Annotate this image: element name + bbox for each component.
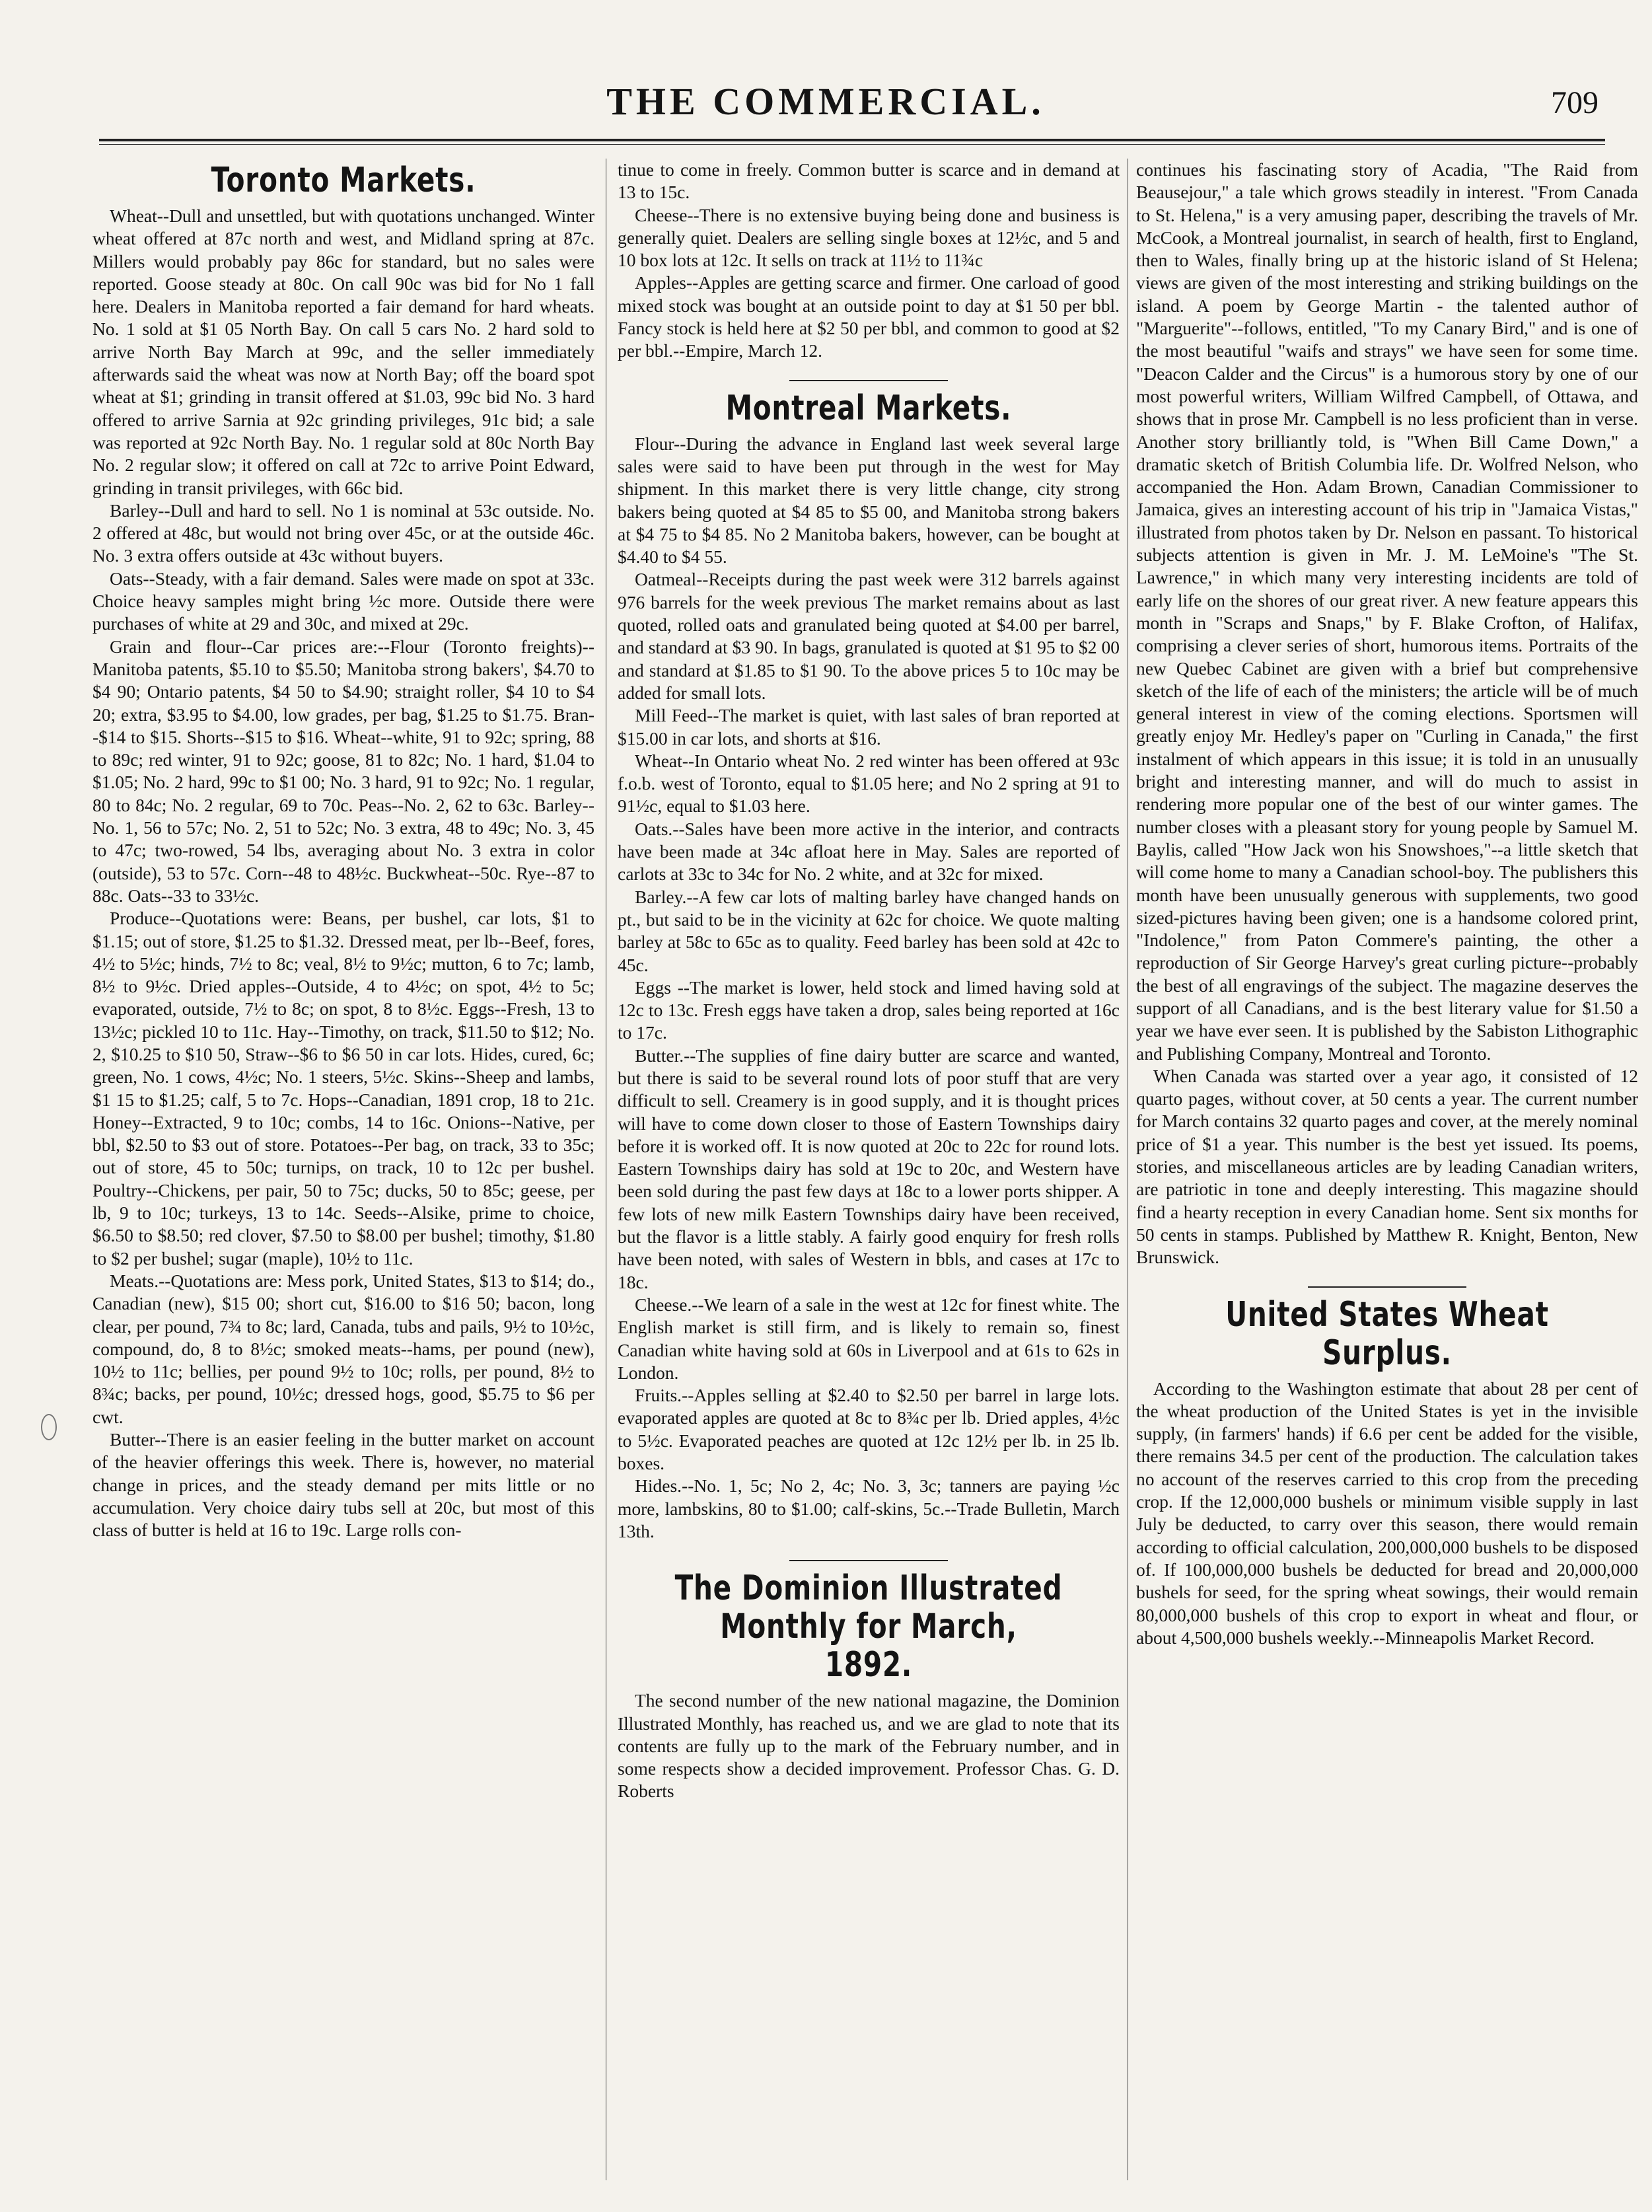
article-paragraph: Cheese.--We learn of a sale in the west at 12c for finest white. The English market is still firm, and is likely to remain so, finest Canadian white having sold at 60s in Liverpool and at 61s to 62s in London. [618, 1294, 1120, 1383]
page-number: 709 [1551, 85, 1598, 120]
column-2 [618, 159, 1120, 2180]
article-paragraph: Cheese--There is no extensive buying being done and business is generally quiet. Dealers are selling single boxes at 12½c, and 5 and 10 box lots at 12c. It sells on track at 11½ to 11¾c [618, 204, 1120, 271]
article-paragraph: Oatmeal--Receipts during the past week were 312 barrels against 976 barrels for the week previous The market remains about as last quoted, rolled oats and granulated being quoted at $4.00 per barrel, and standard at $3 90. In bags, granulated is quoted at $1 95 to $2 00 and standard at $1.85 to $1 90. To the above prices 5 to 10c may be added for small lots. [618, 569, 1120, 703]
article-heading: Montreal Markets. [725, 388, 1012, 428]
article-paragraph: Oats.--Sales have been more active in the interior, and contracts have been made at 34c afloat here in May. Sales are reported of carlots at 33c to 34c for No. 2 white, and at 32c for mixed. [618, 818, 1120, 885]
article-paragraph: Butter--There is an easier feeling in the butter market on account of the heavier offerings this week. There is, however, no material change in prices, and the steady demand per mits little or no accumulation. Very choice dairy tubs sell at 20c, but most of this class of butter is held at 16 to 19c. Large rolls con- [92, 1429, 594, 1541]
section-divider [1136, 1278, 1638, 1293]
article-paragraph: Barley.--A few car lots of malting barley have changed hands on pt., but said to be in the vicinity at 62c for choice. We quote malting barley at 58c to 65c as to quality. Feed barley has been sold at 42c to 45c. [618, 886, 1120, 975]
article-heading: Toronto Markets. [211, 161, 476, 200]
header-rule-thin [99, 144, 1605, 145]
article-heading: United States Wheat Surplus. [1225, 1294, 1549, 1373]
article-paragraph: continues his fascinating story of Acadia, "The Raid from Beausejour," a tale which grows steadily in interest. "From Canada to St. Helena," is a very amusing paper, describing the travels of Mr. McCook, a Montreal journalist, in search of health, first to England, then to Wales, finally bring up at the historic island of St Helena; views are given of the most interesting and striking buildings on the island. A poem by George Martin - the talented author of "Marguerite"--follows, entitled, "To my Canary Bird," and is one of the most beautiful "waifs and strays" we have seen for some time. "Deacon Calder and the Circus" is a humorous story by one of our most powerful writers, William Wilfred Campbell, of Ottawa, and shows that in prose Mr. Campbell is no less proficient than in verse. Another story brilliantly told, is "When Bill Came Down," a dramatic sketch of British Columbia life. Dr. Wolfred Nelson, who accompanied the Hon. Adam Brown, Canadian Commissioner to Jamaica, gives an interesting account of his trip in "Jamaica Vistas," illustrated from photos taken by Dr. Nelson en passant. To historical subjects attention is given in Mr. J. M. LeMoine's "The St. Lawrence," in which many very interesting incidents are told of early life on the shores of our great river. A new feature appears this month in "Scraps and Snaps," by F. Blake Crofton, of Halifax, comprising a clever series of short, humorous items. Portraits of the new Quebec Cabinet are given with a brief but comprehensive sketch of the life of each of the ministers; the article will be of much general interest in view of the coming elections. Sportsmen will greatly enjoy Mr. Hedley's paper on "Curling in Canada," the first instalment of which appears in this issue; it is told in an unusually bright and interesting manner, and will do much to assist in rendering more popular one of the best of our winter games. The number closes with a pleasant story for young people by Samuel M. Baylis, called "How Jack won his Snowshoes,"--a little sketch that will come home to many a Canadian school-boy. The publishers this month have been unusually generous with supplements, two good sized-pictures having been given; one is a handsome colored print, "Indolence," from Paton Commere's painting, the other a reproduction of Sir George Harvey's great curling picture--probably the best of all engravings of the subject. The magazine deserves the support of all Canadians, and is the best literary value for $1.50 a year we have ever seen. It is published by the Sabiston Lithographic and Publishing Company, Montreal and Toronto. [1136, 159, 1638, 1064]
article-paragraph: Wheat--In Ontario wheat No. 2 red winter has been offered at 93c f.o.b. west of Toronto, equal to $1.05 here; and No 2 spring at 91 to 91½c, equal to $1.03 here. [618, 750, 1120, 817]
article-paragraph: Oats--Steady, with a fair demand. Sales were made on spot at 33c. Choice heavy samples might bring ½c more. Outside there were purchases of white at 29 and 30c, and mixed at 29c. [92, 568, 594, 634]
column-3 [1136, 159, 1638, 2180]
article-paragraph: Apples--Apples are getting scarce and firmer. One carload of good mixed stock was bought at an outside point to day at $1 50 per bbl. Fancy stock is held here at $2 50 per bbl, and common to good at $2 per bbl.--Empire, March 12. [618, 272, 1120, 361]
article-paragraph: Produce--Quotations were: Beans, per bushel, car lots, $1 to $1.15; out of store, $1.25 to $1.32. Dressed meat, per lb--Beef, fores, 4½ to 5½c; hinds, 7½ to 8c; veal, 8½ to 9½c; mutton, 6 to 7c; lamb, 8½ to 9½c. Dried apples--Outside, 4 to 4½c; on spot, 4½ to 5c; evaporated, outside, 7½ to 8c; on spot, 8 to 8½c. Eggs--Fresh, 13 to 13½c; pickled 10 to 11c. Hay--Timothy, on track, $11.50 to $12; No. 2, $10.25 to $10 50, Straw--$6 to $6 50 in car lots. Hides, cured, 6c; green, No. 1 cows, 4½c; No. 1 steers, 5½c. Skins--Sheep and lambs, $1 15 to $1.25; calf, 5 to 7c. Hops--Canadian, 1891 crop, 18 to 21c. Honey--Extracted, 9 to 10c; combs, 14 to 16c. Onions--Native, per bbl, $2.50 to $3 out of store. Potatoes--Per bag, on track, 33 to 35c; out of store, 45 to 50c; turnips, on track, 10 to 12c per bushel. Poultry--Chickens, per pair, 50 to 75c; ducks, 50 to 85c; geese, per lb, 9 to 10c; turkeys, 13 to 14c. Seeds--Alsike, prime to choice, $6.50 to $8.50; red clover, $7.50 to $8.00 per bushel; timothy, $1.80 to $2 per bushel; sugar (maple), 10½ to 11c. [92, 908, 594, 1269]
article-paragraph: Barley--Dull and hard to sell. No 1 is nominal at 53c outside. No. 2 offered at 48c, but would not bring over 45c, or at the outside 46c. No. 3 extra offers outside at 43c without buyers. [92, 499, 594, 566]
article-paragraph: Meats.--Quotations are: Mess pork, United States, $13 to $14; do., Canadian (new), $15 00; short cut, $16.00 to $16 50; bacon, long clear, per pound, 7¾ to 8c; lard, Canada, tubs and pails, 9½ to 10½c, compound, do, 8 to 8½c; smoked meats--hams, per pound (new), 10½ to 11c; bellies, per pound 9½ to 10c; rolls, per pound, 8½ to 8¾c; backs, per pound, 10½c; dressed hogs, good, $5.75 to $6 per cwt. [92, 1270, 594, 1427]
article-paragraph: Butter.--The supplies of fine dairy butter are scarce and wanted, but there is said to be several round lots of poor stuff that are very difficult to sell. Creamery is in good supply, and it is thought prices will have to come down closer to those of Eastern Townships dairy before it is worked off. It is now quoted at 20c to 22c for round lots. Eastern Townships dairy has sold at 19c to 20c, and Western have been sold during the past few days at 18c to a lower ports shipper. A few lots of new milk Eastern Townships dairy have been received, but the flavor is a little stably. A fairly good enquiry for fresh rolls have been noted, with sales of Western in bbls, and cases at 17c to 18c. [618, 1045, 1120, 1292]
header-rule [99, 139, 1605, 141]
article-paragraph: Wheat--Dull and unsettled, but with quotations unchanged. Winter wheat offered at 87c north and west, and Midland spring at 87c. Millers would probably pay 86c for standard, but no sales were reported. Goose steady at 80c. On call 90c was bid for No 1 fall here. Dealers in Manitoba reported a fair demand for hard wheats. No. 1 sold at $1 05 North Bay. On call 5 cars No. 2 hard sold to arrive North Bay March at 99c, and the seller immediately afterwards said the wheat was now at North Bay; off the board spot wheat at $1; grinding in transit offered at $1.03, 99c bid No. 3 hard offered to arrive Sarnia at 92c grinding privileges, 91c bid; a sale was reported at 92c North Bay. No. 1 regular sold at 80c North Bay No. 2 regular slow; it offered on call at 72c to arrive Point Edward, grinding in transit privileges, with 66c bid. [92, 205, 594, 498]
article-paragraph: Mill Feed--The market is quiet, with last sales of bran reported at $15.00 in car lots, and shorts at $16. [618, 705, 1120, 749]
article-paragraph: Flour--During the advance in England last week several large sales were said to have been put through in the west for May shipment. In this market there is very little change, city strong bakers being quoted at $4 85 to $5 00, and Manitoba strong bakers at $4 75 to $4 85. No 2 Manitoba bakers, however, can be bought at $4.40 to $4 55. [618, 433, 1120, 568]
binding-hole-icon [41, 1414, 57, 1440]
article-heading: The Dominion Illustrated Monthly for March, 1892. [674, 1568, 1063, 1685]
article-paragraph: According to the Washington estimate that about 28 per cent of the wheat production of the United States is yet in the invisible supply, (in farmers' hands) if 6.6 per cent be added for the visible, there remains 34.5 per cent of the production. The calculation takes no account of the reserves carried to this crop from the preceding crop. If the 12,000,000 bushels or minimum visible supply in last July be deducted, to carry over this season, there would remain according to official calculation, 200,000,000 bushels to be disposed of. If 100,000,000 bushels be deducted for bread and 20,000,000 bushels for seed, for the spring wheat sowings, their would remain 80,000,000 bushels of this crop to export in wheat and flour, or about 4,500,000 bushels weekly.--Minneapolis Market Record. [1136, 1378, 1638, 1648]
article-paragraph: Eggs --The market is lower, held stock and limed having sold at 12c to 13c. Fresh eggs have taken a drop, sales being reported at 16c to 17c. [618, 977, 1120, 1043]
article-paragraph: Hides.--No. 1, 5c; No 2, 4c; No. 3, 3c; tanners are paying ½c more, lambskins, 80 to $1.00; calf-skins, 5c.--Trade Bulletin, March 13th. [618, 1475, 1120, 1541]
section-divider [618, 372, 1120, 387]
article-paragraph: Fruits.--Apples selling at $2.40 to $2.50 per barrel in large lots. evaporated apples are quoted at 8c to 8¾c per lb. Dried apples, 4½c to 5½c. Evaporated peaches are quoted at 12c 12½ per lb. in 25 lb. boxes. [618, 1385, 1120, 1474]
article-paragraph: The second number of the new national magazine, the Dominion Illustrated Monthly, has reached us, and we are glad to note that its contents are fully up to the mark of the February number, and in some respects show a decided improvement. Professor Chas. G. D. Roberts [618, 1690, 1120, 1802]
column-1 [92, 159, 594, 2180]
article-paragraph: tinue to come in freely. Common butter is scarce and in demand at 13 to 15c. [618, 159, 1120, 203]
publication-title: THE COMMERCIAL. [606, 80, 1045, 123]
section-divider [618, 1552, 1120, 1567]
article-paragraph: Grain and flour--Car prices are:--Flour (Toronto freights)--Manitoba patents, $5.10 to $5.50; Manitoba strong bakers', $4.70 to $4 90; Ontario patents, $4 50 to $4.90; straight roller, $4 10 to $4 20; extra, $3.95 to $4.00, low grades, per bag, $1.25 to $1.75. Bran--$14 to $15. Shorts--$15 to $16. Wheat--white, 91 to 92c; spring, 88 to 89c; red winter, 91 to 92c; goose, 81 to 82c; No. 1 hard, $1.04 to $1.05; No. 2 hard, 99c to $1 00; No. 3 hard, 91 to 92c; No. 1 regular, 80 to 84c; No. 2 regular, 69 to 70c. Peas--No. 2, 62 to 63c. Barley--No. 1, 56 to 57c; No. 2, 51 to 52c; No. 3 extra, 48 to 49c; No. 3, 45 to 47c; two-rowed, 54 lbs, averaging about No. 3 extra in color (outside), 53 to 57c. Corn--48 to 48½c. Buckwheat--50c. Rye--87 to 88c. Oats--33 to 33½c. [92, 636, 594, 906]
article-paragraph: When Canada was started over a year ago, it consisted of 12 quarto pages, without cover, at 50 cents a year. The current number for March contains 32 quarto pages and cover, at the merely nominal price of $1 a year. This number is the best yet issued. Its poems, stories, and miscellaneous articles are by leading Canadian writers, are patriotic in tone and deeply interesting. This magazine should find a hearty reception in every Canadian home. Sent six months for 50 cents in stamps. Published by Matthew R. Knight, Benton, New Brunswick. [1136, 1065, 1638, 1268]
